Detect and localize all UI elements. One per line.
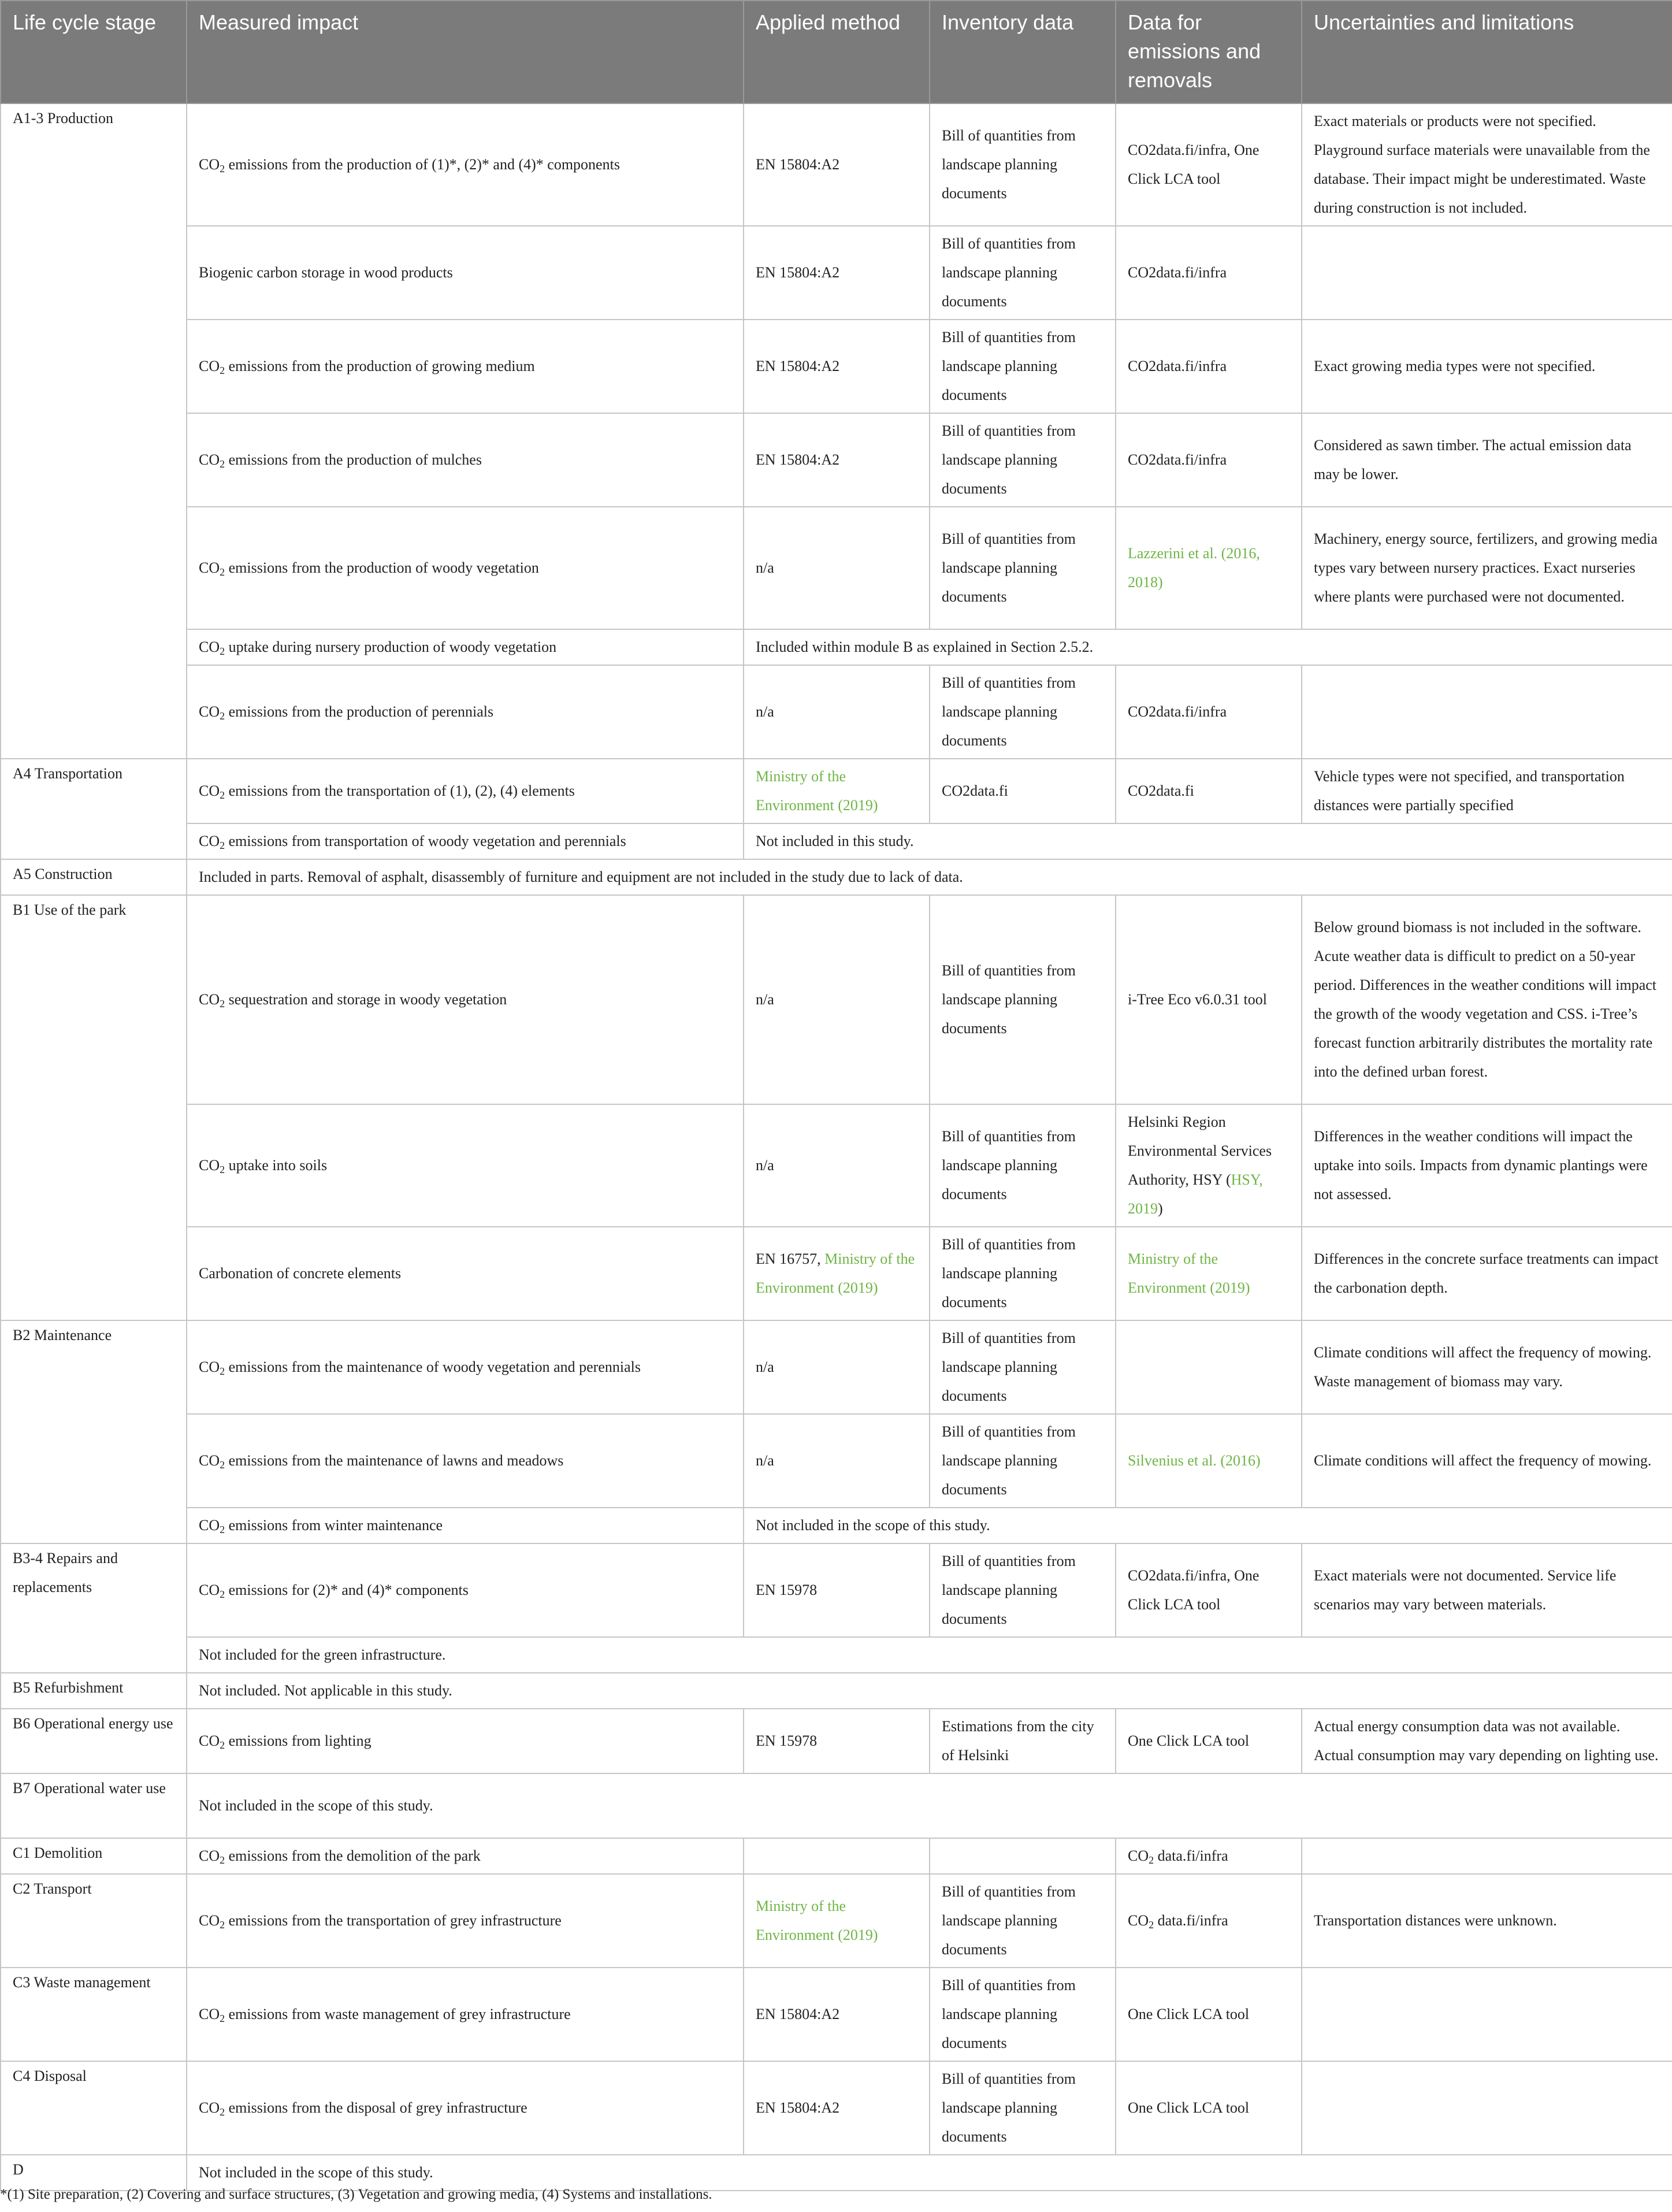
method-reference-link[interactable]: Ministry of the Environment (2019) xyxy=(756,1250,915,1296)
applied-method: EN 15804:A2 xyxy=(744,103,930,226)
col-header-inventory-data: Inventory data xyxy=(930,1,1116,103)
data-reference-link[interactable]: Silvenius et al. (2016) xyxy=(1128,1452,1261,1469)
life-cycle-stage: A5 Construction xyxy=(1,859,187,895)
applied-method: EN 15978 xyxy=(744,1709,930,1773)
applied-method: EN 15804:A2 xyxy=(744,1968,930,2061)
inventory-data: Bill of quantities from landscape planning documents xyxy=(930,320,1116,413)
applied-method xyxy=(744,1838,930,1874)
inventory-data xyxy=(930,1838,1116,1874)
data-text: Helsinki Region Environmental Services Authority, HSY ( xyxy=(1128,1114,1272,1188)
table-row xyxy=(1,413,1672,507)
measured-impact: $CO_2$ uptake during nursery production of woody vegetation xyxy=(187,629,744,665)
table-body xyxy=(1,103,1672,2191)
col-header-data-emissions: Data for emissions and removals xyxy=(1116,1,1302,103)
life-cycle-stage: C3 Waste management xyxy=(1,1968,187,2061)
table-row xyxy=(1,859,1672,895)
uncertainties: Climate conditions will affect the frequency of mowing. Waste management of biomass may vary. xyxy=(1302,1320,1672,1414)
emissions-data: One Click LCA tool xyxy=(1116,1709,1302,1773)
measured-impact: $CO_2$ sequestration and storage in woody vegetation xyxy=(187,895,744,1104)
inventory-data: Bill of quantities from landscape planning documents xyxy=(930,507,1116,629)
applied-method: n/a xyxy=(744,895,930,1104)
uncertainties xyxy=(1302,1968,1672,2061)
data-reference-link[interactable]: HSY, 2019 xyxy=(1128,1171,1263,1217)
table-footnote: *(1) Site preparation, (2) Covering and surface structures, (3) Vegetation and growing media, (4) Systems and installations. xyxy=(0,2187,712,2202)
emissions-data: CO2data.fi/infra xyxy=(1116,665,1302,759)
emissions-data: $CO_2$ data.fi/infra xyxy=(1116,1874,1302,1968)
uncertainties: Differences in the weather conditions will impact the uptake into soils. Impacts from dynamic plantings were not assessed. xyxy=(1302,1104,1672,1227)
inventory-data: Bill of quantities from landscape planning documents xyxy=(930,665,1116,759)
life-cycle-stage: B7 Operational water use xyxy=(1,1773,187,1838)
table-row xyxy=(1,1637,1672,1673)
table-row xyxy=(1,2061,1672,2155)
applied-method: EN 15804:A2 xyxy=(744,226,930,320)
measured-impact: $CO_2$ emissions from waste management of grey infrastructure xyxy=(187,1968,744,2061)
table-row xyxy=(1,629,1672,665)
table-row xyxy=(1,1709,1672,1773)
col-header-measured-impact: Measured impact xyxy=(187,1,744,103)
uncertainties: Exact growing media types were not specified. xyxy=(1302,320,1672,413)
uncertainties: Exact materials or products were not specified. Playground surface materials were unavailable from the database. Their impact might be underestimated. Waste during construction is not included. xyxy=(1302,103,1672,226)
col-header-life-cycle-stage: Life cycle stage xyxy=(1,1,187,103)
life-cycle-stage: A4 Transportation xyxy=(1,759,187,859)
measured-impact: $CO_2$ uptake into soils xyxy=(187,1104,744,1227)
uncertainties: Below ground biomass is not included in the software. Acute weather data is difficult to predict on a 50-year period. Differences in the weather conditions will impact the growth of the woody vegetation and CSS. i-Tree’s forecast function arbitrarily distributes the mortality rate into the defined urban forest. xyxy=(1302,895,1672,1104)
life-cycle-stage: B5 Refurbishment xyxy=(1,1673,187,1709)
applied-method: n/a xyxy=(744,1414,930,1508)
inventory-data: CO2data.fi xyxy=(930,759,1116,823)
measured-impact: $CO_2$ emissions from the production of growing medium xyxy=(187,320,744,413)
emissions-data: CO2data.fi/infra xyxy=(1116,413,1302,507)
measured-impact: $CO_2$ emissions from the production of mulches xyxy=(187,413,744,507)
emissions-data: One Click LCA tool xyxy=(1116,1968,1302,2061)
life-cycle-stage: B6 Operational energy use xyxy=(1,1709,187,1773)
spanning-note: Included within module B as explained in Section 2.5.2. xyxy=(744,629,1672,665)
uncertainties xyxy=(1302,2061,1672,2155)
table-row xyxy=(1,1414,1672,1508)
applied-method: EN 15978 xyxy=(744,1543,930,1637)
applied-method: n/a xyxy=(744,507,930,629)
inventory-data: Bill of quantities from landscape planning documents xyxy=(930,2061,1116,2155)
table-row xyxy=(1,1773,1672,1838)
life-cycle-stage: A1-3 Production xyxy=(1,103,187,759)
inventory-data: Bill of quantities from landscape planning documents xyxy=(930,895,1116,1104)
spanning-note: Not included in the scope of this study. xyxy=(187,2155,1672,2191)
uncertainties: Vehicle types were not specified, and transportation distances were partially specified xyxy=(1302,759,1672,823)
table-row xyxy=(1,1104,1672,1227)
uncertainties: Machinery, energy source, fertilizers, and growing media types vary between nursery practices. Exact nurseries where plants were purchased were not documented. xyxy=(1302,507,1672,629)
table-row xyxy=(1,1508,1672,1543)
inventory-data: Bill of quantities from landscape planning documents xyxy=(930,1414,1116,1508)
table-row xyxy=(1,759,1672,823)
spanning-note: Not included in this study. xyxy=(744,823,1672,859)
table-row xyxy=(1,1320,1672,1414)
spanning-note: Not included. Not applicable in this study. xyxy=(187,1673,1672,1709)
applied-method: EN 15804:A2 xyxy=(744,2061,930,2155)
spanning-note: Included in parts. Removal of asphalt, disassembly of furniture and equipment are not included in the study due to lack of data. xyxy=(187,859,1672,895)
emissions-data xyxy=(1116,1227,1302,1320)
data-text-end: ) xyxy=(1158,1200,1163,1217)
col-header-uncertainties: Uncertainties and limitations xyxy=(1302,1,1672,103)
emissions-data: $CO_2$ data.fi/infra xyxy=(1116,1838,1302,1874)
table-row xyxy=(1,1227,1672,1320)
measured-impact: $CO_2$ emissions from the production of perennials xyxy=(187,665,744,759)
table-row xyxy=(1,103,1672,226)
emissions-data xyxy=(1116,1414,1302,1508)
method-text: EN 16757, xyxy=(756,1250,825,1267)
data-reference-link[interactable]: Lazzerini et al. (2016, 2018) xyxy=(1128,545,1260,591)
measured-impact: $CO_2$ emissions from the transportation of (1), (2), (4) elements xyxy=(187,759,744,823)
measured-impact: $CO_2$ emissions from the transportation of grey infrastructure xyxy=(187,1874,744,1968)
table-row xyxy=(1,507,1672,629)
uncertainties: Differences in the concrete surface treatments can impact the carbonation depth. xyxy=(1302,1227,1672,1320)
emissions-data xyxy=(1116,1104,1302,1227)
table-row xyxy=(1,823,1672,859)
table-row xyxy=(1,1543,1672,1637)
applied-method: EN 15804:A2 xyxy=(744,413,930,507)
header-row xyxy=(1,1,1672,103)
measured-impact: $CO_2$ emissions from the maintenance of lawns and meadows xyxy=(187,1414,744,1508)
applied-method xyxy=(744,1874,930,1968)
inventory-data: Bill of quantities from landscape planning documents xyxy=(930,1874,1116,1968)
measured-impact: $CO_2$ emissions from transportation of woody vegetation and perennials xyxy=(187,823,744,859)
spanning-note: Not included for the green infrastructure. xyxy=(187,1637,1672,1673)
emissions-data xyxy=(1116,1320,1302,1414)
method-reference-link[interactable]: Ministry of the Environment (2019) xyxy=(756,768,878,814)
life-cycle-stage: C2 Transport xyxy=(1,1874,187,1968)
measured-impact: $CO_2$ emissions from the production of woody vegetation xyxy=(187,507,744,629)
uncertainties xyxy=(1302,1838,1672,1874)
life-cycle-stage: C4 Disposal xyxy=(1,2061,187,2155)
inventory-data: Bill of quantities from landscape planning documents xyxy=(930,1320,1116,1414)
spanning-note: Not included in the scope of this study. xyxy=(187,1773,1672,1838)
applied-method: n/a xyxy=(744,665,930,759)
emissions-data: One Click LCA tool xyxy=(1116,2061,1302,2155)
life-cycle-stage: D xyxy=(1,2155,187,2191)
emissions-data xyxy=(1116,507,1302,629)
table-row xyxy=(1,665,1672,759)
life-cycle-stage: B1 Use of the park xyxy=(1,895,187,1320)
measured-impact: $CO_2$ emissions from the disposal of grey infrastructure xyxy=(187,2061,744,2155)
inventory-data: Bill of quantities from landscape planning documents xyxy=(930,1227,1116,1320)
emissions-data: CO2data.fi/infra, One Click LCA tool xyxy=(1116,1543,1302,1637)
measured-impact: $CO_2$ emissions for (2)* and (4)* components xyxy=(187,1543,744,1637)
applied-method: n/a xyxy=(744,1320,930,1414)
emissions-data: CO2data.fi/infra xyxy=(1116,320,1302,413)
table-row xyxy=(1,1673,1672,1709)
uncertainties xyxy=(1302,665,1672,759)
table-row xyxy=(1,320,1672,413)
emissions-data: CO2data.fi/infra, One Click LCA tool xyxy=(1116,103,1302,226)
measured-impact: Biogenic carbon storage in wood products xyxy=(187,226,744,320)
emissions-data: CO2data.fi/infra xyxy=(1116,226,1302,320)
inventory-data: Bill of quantities from landscape planning documents xyxy=(930,413,1116,507)
inventory-data: Bill of quantities from landscape planning documents xyxy=(930,226,1116,320)
inventory-data: Bill of quantities from landscape planning documents xyxy=(930,1104,1116,1227)
table-row xyxy=(1,1968,1672,2061)
inventory-data: Bill of quantities from landscape planning documents xyxy=(930,1543,1116,1637)
applied-method: EN 15804:A2 xyxy=(744,320,930,413)
uncertainties: Climate conditions will affect the frequency of mowing. xyxy=(1302,1414,1672,1508)
table-row xyxy=(1,895,1672,1104)
data-reference-link[interactable]: Ministry of the Environment (2019) xyxy=(1128,1250,1250,1296)
life-cycle-stage: B2 Maintenance xyxy=(1,1320,187,1543)
measured-impact: Carbonation of concrete elements xyxy=(187,1227,744,1320)
table-row xyxy=(1,226,1672,320)
spanning-note: Not included in the scope of this study. xyxy=(744,1508,1672,1543)
applied-method xyxy=(744,759,930,823)
inventory-data: Bill of quantities from landscape planning documents xyxy=(930,103,1116,226)
col-header-applied-method: Applied method xyxy=(744,1,930,103)
emissions-data: CO2data.fi xyxy=(1116,759,1302,823)
applied-method: n/a xyxy=(744,1104,930,1227)
measured-impact: $CO_2$ emissions from winter maintenance xyxy=(187,1508,744,1543)
measured-impact: $CO_2$ emissions from the demolition of the park xyxy=(187,1838,744,1874)
measured-impact: $CO_2$ emissions from the maintenance of woody vegetation and perennials xyxy=(187,1320,744,1414)
uncertainties xyxy=(1302,226,1672,320)
method-reference-link[interactable]: Ministry of the Environment (2019) xyxy=(756,1898,878,1943)
table-row xyxy=(1,1838,1672,1874)
inventory-data: Bill of quantities from landscape planning documents xyxy=(930,1968,1116,2061)
emissions-data: i-Tree Eco v6.0.31 tool xyxy=(1116,895,1302,1104)
measured-impact: $CO_2$ emissions from the production of (1)*, (2)* and (4)* components xyxy=(187,103,744,226)
uncertainties: Exact materials were not documented. Service life scenarios may vary between materials. xyxy=(1302,1543,1672,1637)
uncertainties: Considered as sawn timber. The actual emission data may be lower. xyxy=(1302,413,1672,507)
uncertainties: Transportation distances were unknown. xyxy=(1302,1874,1672,1968)
table-row xyxy=(1,1874,1672,1968)
measured-impact: $CO_2$ emissions from lighting xyxy=(187,1709,744,1773)
applied-method xyxy=(744,1227,930,1320)
uncertainties: Actual energy consumption data was not available. Actual consumption may vary depending on lighting use. xyxy=(1302,1709,1672,1773)
life-cycle-stage: C1 Demolition xyxy=(1,1838,187,1874)
life-cycle-stage: B3-4 Repairs and replacements xyxy=(1,1543,187,1673)
inventory-data: Estimations from the city of Helsinki xyxy=(930,1709,1116,1773)
